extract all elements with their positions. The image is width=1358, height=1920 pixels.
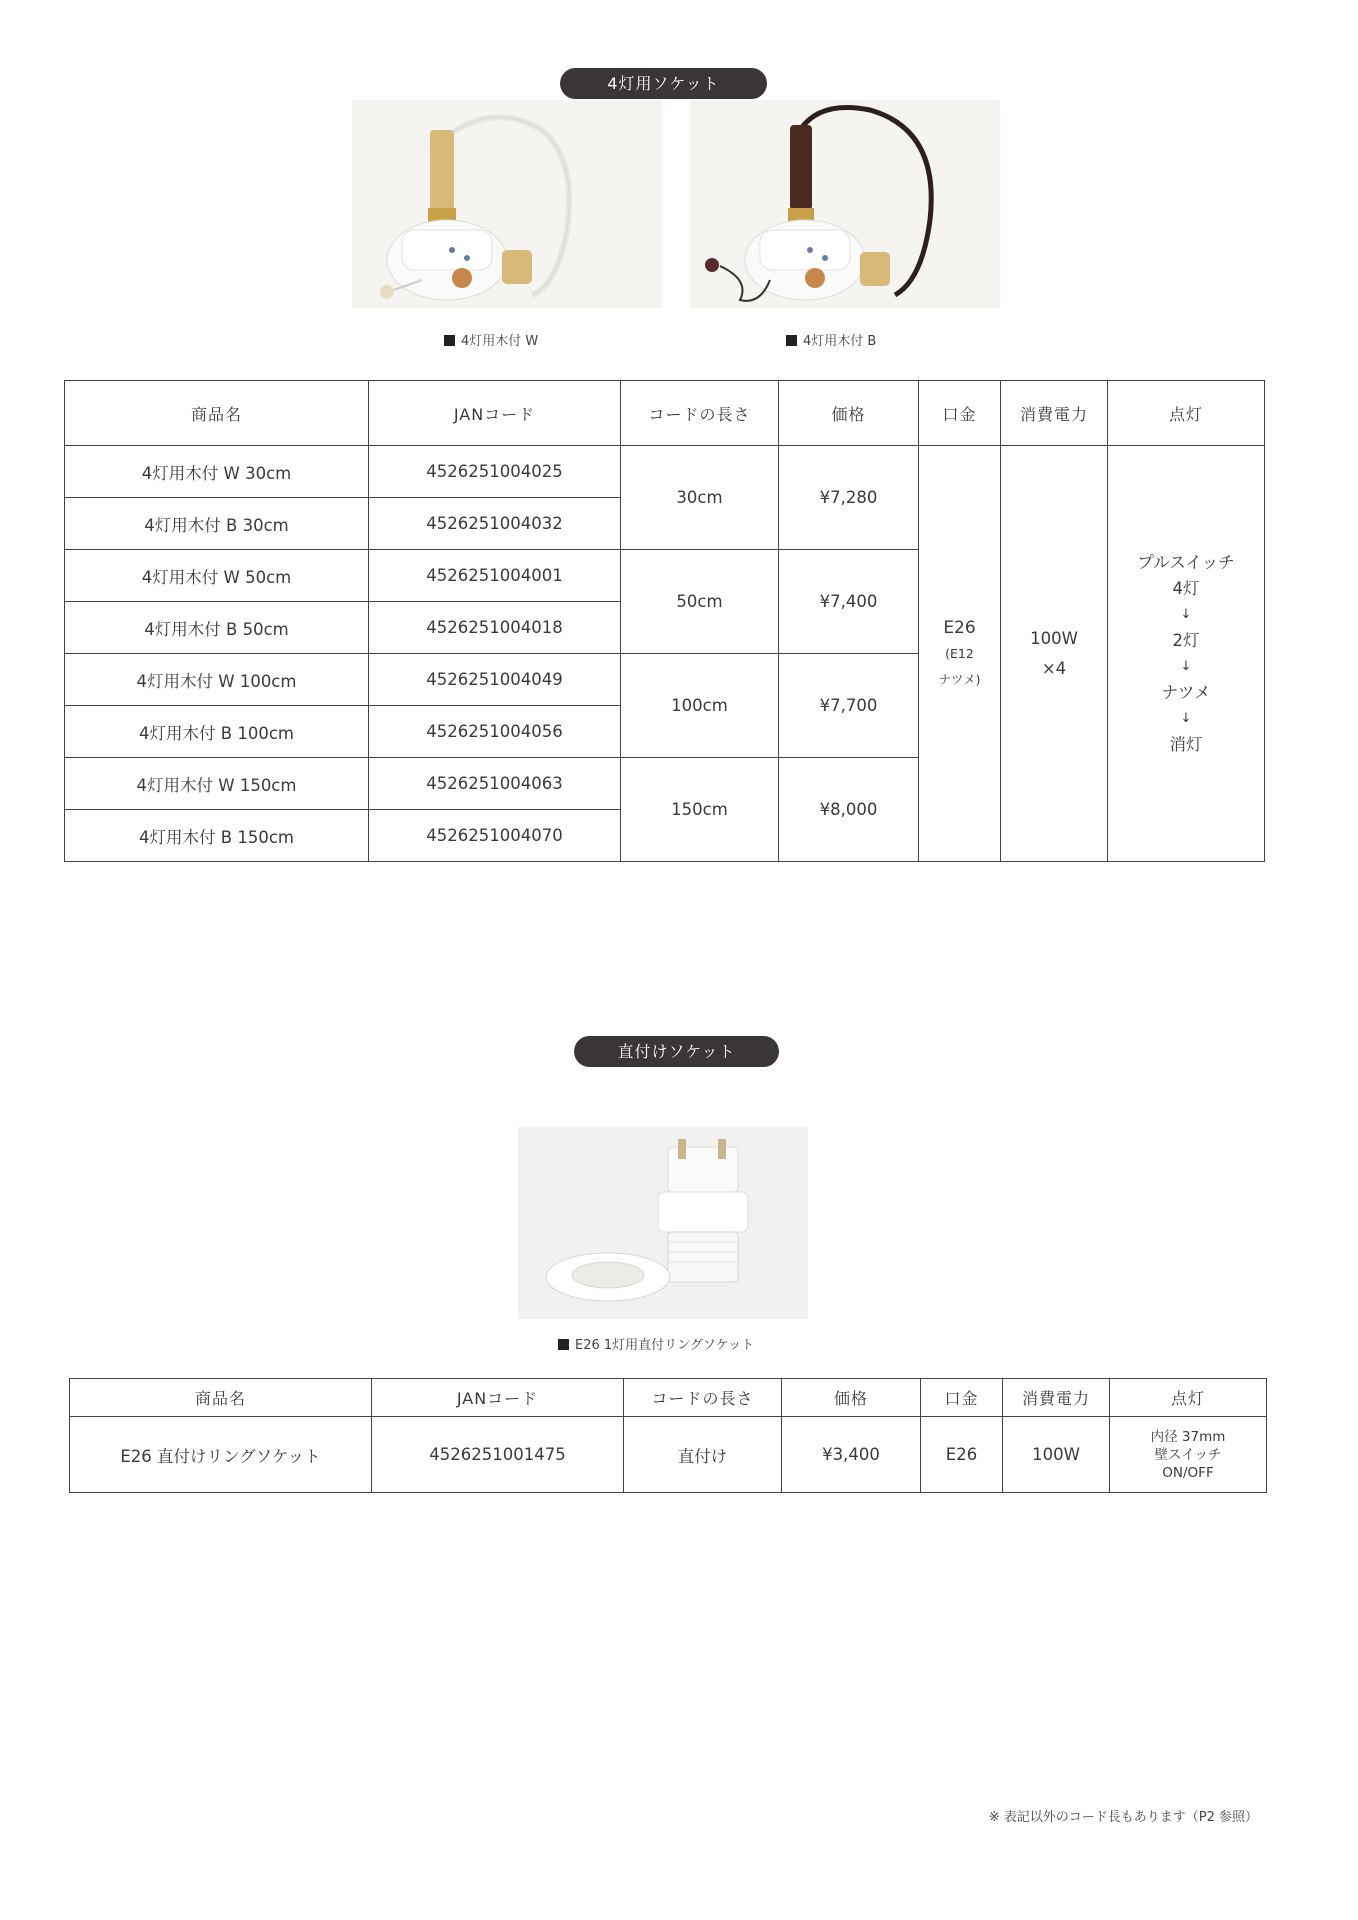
jan-cell: 4526251004032 [369,498,621,550]
header-product-name: 商品名 [70,1379,372,1417]
base-sub1: (E12 [945,645,974,661]
price-cell: ¥3,400 [782,1417,921,1493]
lighting-l2: 4灯 [1172,578,1200,598]
header-base: 口金 [919,381,1001,446]
cord-length-cell: 100cm [621,654,779,758]
square-bullet-icon [786,335,797,346]
product-caption-w [444,330,538,349]
square-bullet-icon [444,335,455,346]
product-name-cell: 4灯用木付 W 30cm [65,446,369,498]
caption-text: 4灯用木付 W [461,334,539,349]
product-photo-4light-w [352,100,662,308]
header-power: 消費電力 [1003,1379,1110,1417]
product-name-cell: E26 直付けリングソケット [70,1417,372,1493]
product-caption-ring [558,1334,754,1353]
lighting-l3: 2灯 [1172,630,1200,650]
product-photo-4light-b [690,100,1000,308]
base-cell: E26 [921,1417,1003,1493]
product-name-cell: 4灯用木付 W 100cm [65,654,369,706]
down-arrow-icon: ↓ [1180,658,1192,674]
table-row [70,1417,1267,1493]
socket-white-illustration [352,100,662,308]
header-product-name: 商品名 [65,381,369,446]
caption-text: E26 1灯用直付リングソケット [575,1338,755,1353]
header-base: 口金 [921,1379,1003,1417]
product-photo-ring-socket [518,1127,808,1319]
product-name-cell: 4灯用木付 W 50cm [65,550,369,602]
price-cell: ¥7,400 [779,550,919,654]
product-name-cell: 4灯用木付 B 150cm [65,810,369,862]
product-name-cell: 4灯用木付 B 100cm [65,706,369,758]
cord-length-cell: 30cm [621,446,779,550]
jan-cell: 4526251004018 [369,602,621,654]
base-main: E26 [943,617,976,638]
jan-cell: 4526251004070 [369,810,621,862]
table-row [65,446,1265,498]
power-cell: 100W [1003,1417,1110,1493]
base-cell [919,446,1001,862]
socket-black-illustration [690,100,1000,308]
header-lighting: 点灯 [1110,1379,1267,1417]
lighting-cell [1108,446,1265,862]
jan-cell: 4526251004049 [369,654,621,706]
header-price: 価格 [782,1379,921,1417]
header-cord-length: コードの長さ [624,1379,782,1417]
product-caption-b [786,330,876,349]
lighting-l1: プルスイッチ [1137,552,1235,572]
table-header-row [70,1379,1267,1417]
spec-table-4light [64,380,1265,862]
caption-text: 4灯用木付 B [803,334,877,349]
price-cell: ¥7,280 [779,446,919,550]
jan-cell: 4526251004063 [369,758,621,810]
price-cell: ¥7,700 [779,654,919,758]
base-stack [919,615,1000,693]
lighting-stack [1108,550,1264,758]
header-power: 消費電力 [1001,381,1108,446]
price-cell: ¥8,000 [779,758,919,862]
cord-length-cell: 50cm [621,550,779,654]
header-cord-length: コードの長さ [621,381,779,446]
lighting-l5: 消灯 [1169,734,1203,754]
lighting-line: 壁スイッチ [1154,1446,1222,1463]
lighting-l4: ナツメ [1161,682,1211,702]
header-jan: JANコード [369,381,621,446]
header-jan: JANコード [372,1379,624,1417]
power-stack [1001,624,1107,684]
section-title-direct: 直付けソケット [574,1036,779,1067]
square-bullet-icon [558,1339,569,1350]
product-name-cell: 4灯用木付 B 30cm [65,498,369,550]
table-header-row [65,381,1265,446]
lighting-line: 内径 37mm [1150,1428,1226,1445]
product-name-cell: 4灯用木付 W 150cm [65,758,369,810]
jan-cell: 4526251004025 [369,446,621,498]
down-arrow-icon: ↓ [1180,710,1192,726]
section-title-4light: 4灯用ソケット [560,68,767,99]
lighting-line: ON/OFF [1162,1464,1214,1481]
lighting-cell [1110,1417,1267,1493]
header-lighting: 点灯 [1108,381,1265,446]
jan-cell: 4526251004056 [369,706,621,758]
power-line2: ×4 [1041,658,1067,678]
header-price: 価格 [779,381,919,446]
ring-socket-illustration [518,1127,808,1319]
spec-table-direct [69,1378,1267,1493]
footnote: ※ 表記以外のコード長もあります（P2 参照） [988,1810,1258,1825]
cord-length-cell: 直付け [624,1417,782,1493]
cord-length-cell: 150cm [621,758,779,862]
lighting-stack [1110,1428,1266,1482]
product-name-cell: 4灯用木付 B 50cm [65,602,369,654]
power-line1: 100W [1030,628,1078,648]
jan-cell: 4526251004001 [369,550,621,602]
down-arrow-icon: ↓ [1180,606,1192,622]
jan-cell: 4526251001475 [372,1417,624,1493]
base-sub2: ナツメ) [938,671,981,687]
power-cell [1001,446,1108,862]
